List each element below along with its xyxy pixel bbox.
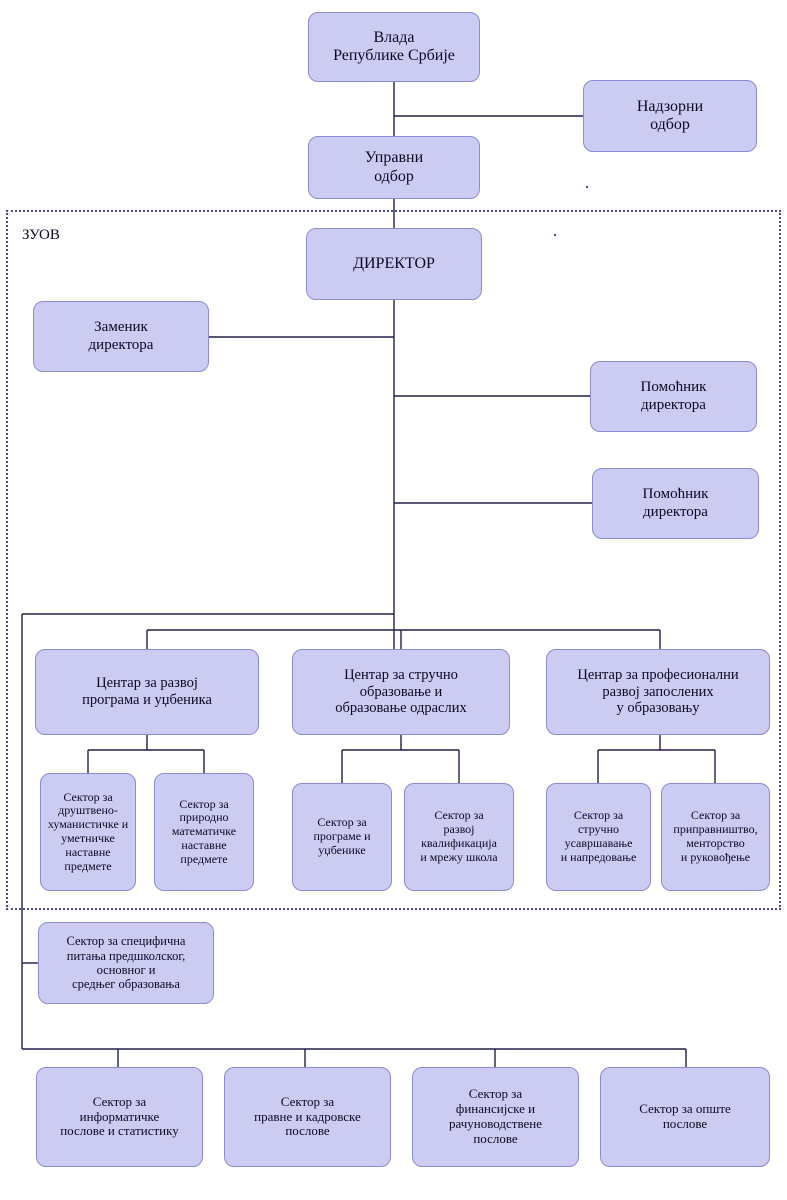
node-sector-qualifications-label: Сектор за развој квалификација и мрежу школа <box>420 808 498 864</box>
node-sector-social[interactable] <box>40 773 136 891</box>
node-sector-training[interactable] <box>546 783 651 891</box>
node-center-vocational-label: Центар за стручно образовање и образовање одраслих <box>335 666 467 717</box>
node-sector-informatics[interactable] <box>36 1067 203 1167</box>
node-sector-mentoring-label: Сектор за приправништво, менторство и руковођење <box>673 808 758 864</box>
node-sector-finance[interactable] <box>412 1067 579 1167</box>
node-assistant-director-1[interactable] <box>590 361 757 432</box>
node-sector-specific-label: Сектор за специфична питања предшколског, основног и средњег образовања <box>66 934 186 992</box>
node-assistant-director-1-label: Помоћник директора <box>640 379 707 413</box>
node-center-professional[interactable] <box>546 649 770 735</box>
node-assistant-director-2-label: Помоћник директора <box>642 486 709 520</box>
node-sector-informatics-label: Сектор за информатичке послове и статистику <box>60 1093 179 1139</box>
node-sector-general-label: Сектор за опште послове <box>639 1101 731 1131</box>
node-sector-programs-textbooks[interactable] <box>292 783 392 891</box>
zuov-label: ЗУОВ <box>22 227 60 243</box>
node-director[interactable] <box>306 228 482 300</box>
node-sector-legal-label: Сектор за правне и кадровске послове <box>254 1093 361 1139</box>
node-sector-mentoring[interactable] <box>661 783 770 891</box>
node-supervisory-board-label: Надзорни одбор <box>636 97 704 133</box>
node-sector-legal[interactable] <box>224 1067 391 1167</box>
node-center-program-label: Центар за развој програма и уџбеника <box>82 675 212 708</box>
node-assistant-director-2[interactable] <box>592 468 759 539</box>
node-center-program[interactable] <box>35 649 259 735</box>
node-deputy-director[interactable] <box>33 301 209 372</box>
node-center-professional-label: Центар за професионални развој запослених у образовању <box>577 666 739 717</box>
node-supervisory-board[interactable] <box>583 80 757 152</box>
node-managing-board-label: Управни одбор <box>364 149 424 185</box>
node-director-label: ДИРЕКТОР <box>353 254 435 272</box>
node-sector-training-label: Сектор за стручно усавршавање и напредовање <box>560 808 637 864</box>
node-sector-natural[interactable] <box>154 773 254 891</box>
node-sector-qualifications[interactable] <box>404 783 514 891</box>
node-center-vocational[interactable] <box>292 649 510 735</box>
node-sector-programs-textbooks-label: Сектор за програме и уџбенике <box>313 815 371 857</box>
node-government-label: Влада Републике Србије <box>333 28 455 64</box>
decorative-dot-2 <box>554 234 556 236</box>
node-deputy-director-label: Заменик директора <box>88 319 154 353</box>
node-sector-general[interactable] <box>600 1067 770 1167</box>
node-sector-natural-label: Сектор за природно математичке наставне предмете <box>171 796 237 866</box>
node-sector-finance-label: Сектор за финансијске и рачуноводствене послове <box>448 1086 543 1146</box>
node-government[interactable] <box>308 12 480 82</box>
node-managing-board[interactable] <box>308 136 480 199</box>
decorative-dot-1 <box>586 186 588 188</box>
node-sector-specific[interactable] <box>38 922 214 1004</box>
node-sector-social-label: Сектор за друштвено- хуманистичке и уметничке наставне предмете <box>47 789 129 873</box>
